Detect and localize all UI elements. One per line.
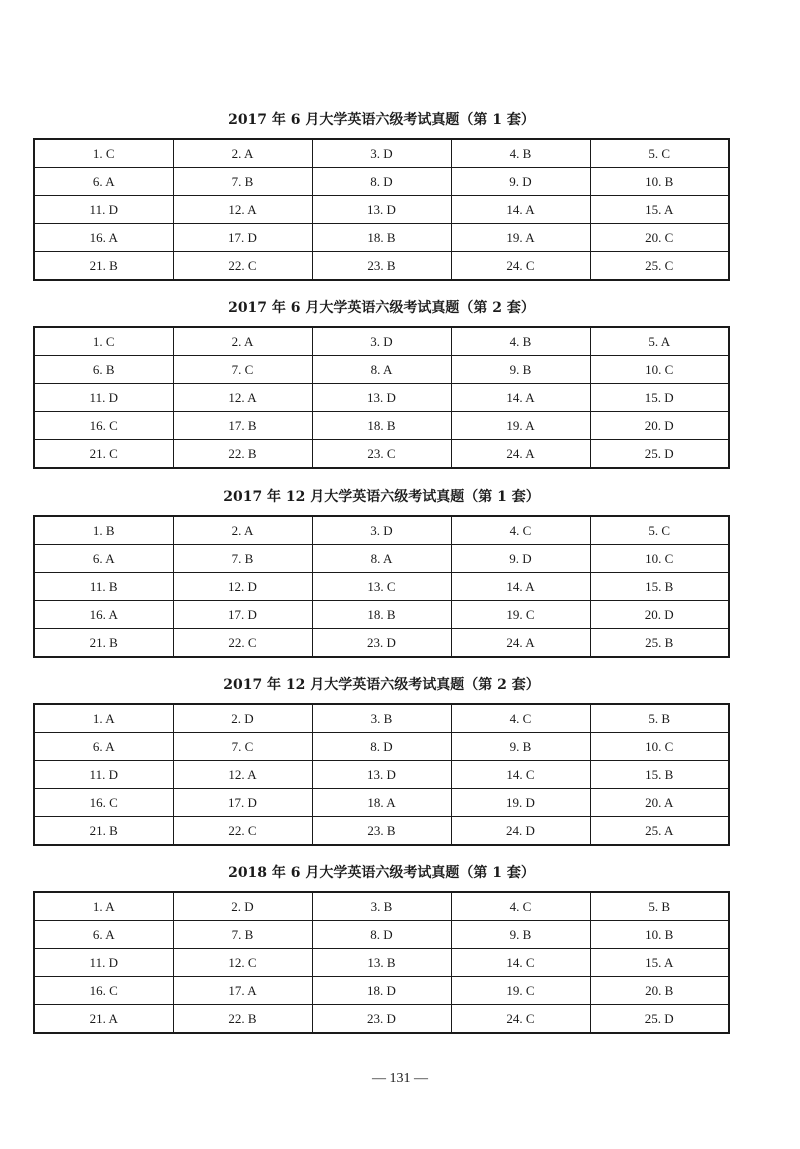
answer-cell: 24. A bbox=[451, 629, 590, 658]
answer-cell: 22. C bbox=[173, 252, 312, 281]
answer-cell: 21. B bbox=[34, 817, 173, 846]
answer-cell: 7. B bbox=[173, 545, 312, 573]
answer-cell: 20. D bbox=[590, 601, 729, 629]
answer-cell: 18. D bbox=[312, 977, 451, 1005]
answer-cell: 3. D bbox=[312, 516, 451, 545]
answer-cell: 10. C bbox=[590, 356, 729, 384]
answer-section-2 bbox=[33, 297, 730, 469]
answer-cell: 4. C bbox=[451, 704, 590, 733]
answer-cell: 15. D bbox=[590, 384, 729, 412]
section-title: 2017 年 12 月大学英语六级考试真题（第 1 套） bbox=[223, 489, 540, 505]
answer-cell: 3. B bbox=[312, 704, 451, 733]
answer-cell: 3. B bbox=[312, 892, 451, 921]
answer-cell: 16. C bbox=[34, 789, 173, 817]
answer-cell: 5. B bbox=[590, 704, 729, 733]
answer-cell: 23. B bbox=[312, 252, 451, 281]
answer-cell: 5. C bbox=[590, 516, 729, 545]
answer-cell: 10. B bbox=[590, 168, 729, 196]
answer-cell: 8. D bbox=[312, 168, 451, 196]
table-row bbox=[34, 817, 729, 846]
answer-cell: 13. D bbox=[312, 196, 451, 224]
section-title: 2017 年 12 月大学英语六级考试真题（第 2 套） bbox=[223, 677, 540, 693]
answer-cell: 22. B bbox=[173, 440, 312, 469]
answer-cell: 18. B bbox=[312, 224, 451, 252]
answer-cell: 4. C bbox=[451, 516, 590, 545]
answer-cell: 1. B bbox=[34, 516, 173, 545]
answer-cell: 14. A bbox=[451, 573, 590, 601]
answer-cell: 11. D bbox=[34, 384, 173, 412]
answer-cell: 2. D bbox=[173, 704, 312, 733]
answer-cell: 21. B bbox=[34, 629, 173, 658]
answer-cell: 1. A bbox=[34, 704, 173, 733]
answer-table bbox=[33, 326, 730, 469]
table-row bbox=[34, 516, 729, 545]
section-title: 2017 年 6 月大学英语六级考试真题（第 2 套） bbox=[228, 300, 535, 316]
answer-table bbox=[33, 891, 730, 1034]
answer-cell: 19. A bbox=[451, 224, 590, 252]
section-title: 2017 年 6 月大学英语六级考试真题（第 1 套） bbox=[228, 112, 535, 128]
table-row bbox=[34, 384, 729, 412]
answer-cell: 24. A bbox=[451, 440, 590, 469]
answer-section-1 bbox=[33, 109, 730, 281]
answer-cell: 6. A bbox=[34, 545, 173, 573]
answer-cell: 8. A bbox=[312, 356, 451, 384]
answer-cell: 11. B bbox=[34, 573, 173, 601]
answer-cell: 15. A bbox=[590, 196, 729, 224]
answer-cell: 2. D bbox=[173, 892, 312, 921]
answer-cell: 13. D bbox=[312, 761, 451, 789]
answer-cell: 6. A bbox=[34, 168, 173, 196]
answer-cell: 20. A bbox=[590, 789, 729, 817]
answer-cell: 1. C bbox=[34, 327, 173, 356]
answer-section-4 bbox=[33, 674, 730, 846]
section-title: 2018 年 6 月大学英语六级考试真题（第 1 套） bbox=[228, 865, 535, 881]
answer-cell: 4. B bbox=[451, 327, 590, 356]
answer-cell: 18. B bbox=[312, 412, 451, 440]
answer-cell: 22. C bbox=[173, 817, 312, 846]
answer-cell: 19. A bbox=[451, 412, 590, 440]
answer-cell: 23. D bbox=[312, 1005, 451, 1034]
table-row bbox=[34, 949, 729, 977]
table-row bbox=[34, 573, 729, 601]
table-row bbox=[34, 892, 729, 921]
answer-cell: 25. D bbox=[590, 440, 729, 469]
answer-section-3 bbox=[33, 486, 730, 658]
answer-cell: 17. D bbox=[173, 789, 312, 817]
table-row bbox=[34, 252, 729, 281]
table-row bbox=[34, 356, 729, 384]
answer-cell: 9. D bbox=[451, 168, 590, 196]
answer-cell: 20. C bbox=[590, 224, 729, 252]
answer-cell: 8. A bbox=[312, 545, 451, 573]
answer-cell: 14. A bbox=[451, 196, 590, 224]
answer-cell: 24. C bbox=[451, 1005, 590, 1034]
answer-cell: 16. A bbox=[34, 601, 173, 629]
answer-table bbox=[33, 703, 730, 846]
answer-cell: 23. B bbox=[312, 817, 451, 846]
answer-cell: 11. D bbox=[34, 196, 173, 224]
answer-cell: 25. A bbox=[590, 817, 729, 846]
answer-cell: 9. D bbox=[451, 545, 590, 573]
table-row bbox=[34, 629, 729, 658]
answer-cell: 16. A bbox=[34, 224, 173, 252]
table-row bbox=[34, 1005, 729, 1034]
answer-cell: 22. B bbox=[173, 1005, 312, 1034]
answer-cell: 3. D bbox=[312, 139, 451, 168]
answer-cell: 10. C bbox=[590, 733, 729, 761]
answer-cell: 14. C bbox=[451, 949, 590, 977]
answer-cell: 19. C bbox=[451, 601, 590, 629]
answer-cell: 2. A bbox=[173, 139, 312, 168]
answer-cell: 11. D bbox=[34, 761, 173, 789]
answer-cell: 13. B bbox=[312, 949, 451, 977]
answer-cell: 12. A bbox=[173, 196, 312, 224]
table-row bbox=[34, 412, 729, 440]
answer-cell: 6. A bbox=[34, 921, 173, 949]
answer-cell: 21. B bbox=[34, 252, 173, 281]
answer-cell: 25. C bbox=[590, 252, 729, 281]
answer-cell: 12. A bbox=[173, 761, 312, 789]
answer-cell: 15. B bbox=[590, 761, 729, 789]
answer-cell: 4. C bbox=[451, 892, 590, 921]
answer-cell: 3. D bbox=[312, 327, 451, 356]
answer-cell: 10. C bbox=[590, 545, 729, 573]
table-row bbox=[34, 761, 729, 789]
answer-cell: 19. D bbox=[451, 789, 590, 817]
answer-cell: 17. A bbox=[173, 977, 312, 1005]
table-row bbox=[34, 139, 729, 168]
answer-cell: 12. C bbox=[173, 949, 312, 977]
table-row bbox=[34, 601, 729, 629]
answer-cell: 20. B bbox=[590, 977, 729, 1005]
answer-cell: 4. B bbox=[451, 139, 590, 168]
answer-cell: 17. D bbox=[173, 601, 312, 629]
answer-cell: 7. B bbox=[173, 921, 312, 949]
answer-cell: 8. D bbox=[312, 733, 451, 761]
answer-cell: 14. C bbox=[451, 761, 590, 789]
answer-cell: 2. A bbox=[173, 327, 312, 356]
table-row bbox=[34, 704, 729, 733]
table-row bbox=[34, 789, 729, 817]
answer-cell: 5. B bbox=[590, 892, 729, 921]
answer-cell: 18. B bbox=[312, 601, 451, 629]
answer-cell: 6. A bbox=[34, 733, 173, 761]
answer-cell: 7. B bbox=[173, 168, 312, 196]
answer-cell: 13. C bbox=[312, 573, 451, 601]
answer-cell: 1. C bbox=[34, 139, 173, 168]
table-row bbox=[34, 921, 729, 949]
answer-cell: 14. A bbox=[451, 384, 590, 412]
table-row bbox=[34, 977, 729, 1005]
answer-cell: 9. B bbox=[451, 733, 590, 761]
answer-cell: 7. C bbox=[173, 356, 312, 384]
answer-cell: 21. C bbox=[34, 440, 173, 469]
answer-cell: 24. D bbox=[451, 817, 590, 846]
answer-cell: 21. A bbox=[34, 1005, 173, 1034]
answer-cell: 5. A bbox=[590, 327, 729, 356]
answer-cell: 17. D bbox=[173, 224, 312, 252]
answer-cell: 13. D bbox=[312, 384, 451, 412]
answer-cell: 19. C bbox=[451, 977, 590, 1005]
table-row bbox=[34, 196, 729, 224]
answer-cell: 12. A bbox=[173, 384, 312, 412]
answer-cell: 16. C bbox=[34, 977, 173, 1005]
answer-cell: 15. B bbox=[590, 573, 729, 601]
answer-cell: 11. D bbox=[34, 949, 173, 977]
answer-table bbox=[33, 515, 730, 658]
answer-cell: 1. A bbox=[34, 892, 173, 921]
answer-cell: 10. B bbox=[590, 921, 729, 949]
answer-cell: 24. C bbox=[451, 252, 590, 281]
table-row bbox=[34, 224, 729, 252]
answer-cell: 18. A bbox=[312, 789, 451, 817]
answer-cell: 2. A bbox=[173, 516, 312, 545]
answer-cell: 8. D bbox=[312, 921, 451, 949]
page-number: — 131 — bbox=[372, 1071, 428, 1086]
table-row bbox=[34, 440, 729, 469]
answer-cell: 15. A bbox=[590, 949, 729, 977]
answer-cell: 9. B bbox=[451, 356, 590, 384]
answer-cell: 23. C bbox=[312, 440, 451, 469]
table-row bbox=[34, 733, 729, 761]
answer-cell: 22. C bbox=[173, 629, 312, 658]
answer-cell: 5. C bbox=[590, 139, 729, 168]
answer-table bbox=[33, 138, 730, 281]
answer-cell: 23. D bbox=[312, 629, 451, 658]
table-row bbox=[34, 327, 729, 356]
answer-cell: 7. C bbox=[173, 733, 312, 761]
answer-cell: 6. B bbox=[34, 356, 173, 384]
answer-cell: 17. B bbox=[173, 412, 312, 440]
table-row bbox=[34, 168, 729, 196]
answer-cell: 12. D bbox=[173, 573, 312, 601]
answer-cell: 25. D bbox=[590, 1005, 729, 1034]
answer-cell: 25. B bbox=[590, 629, 729, 658]
answer-cell: 9. B bbox=[451, 921, 590, 949]
answer-cell: 20. D bbox=[590, 412, 729, 440]
answer-section-5 bbox=[33, 862, 730, 1034]
table-row bbox=[34, 545, 729, 573]
answer-cell: 16. C bbox=[34, 412, 173, 440]
